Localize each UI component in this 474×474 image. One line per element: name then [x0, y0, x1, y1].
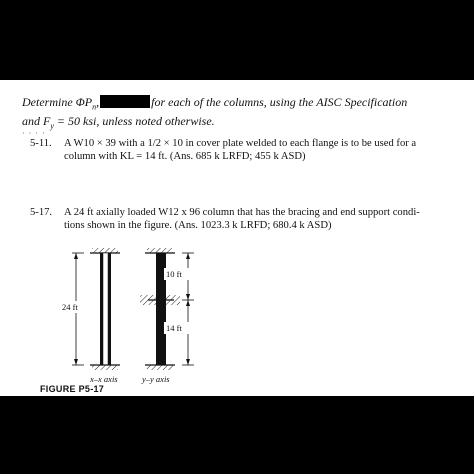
fy-symbol: and F	[22, 114, 51, 129]
comma: ,	[96, 95, 100, 109]
xx-axis-column	[60, 248, 120, 384]
problem-number: 5-11.	[30, 138, 52, 149]
phi-symbol: Φ	[75, 95, 85, 109]
dim-24-label: 24 ft	[62, 302, 78, 312]
brace-hatch-left	[140, 295, 156, 305]
yy-axis-label: y–y axis	[142, 374, 170, 384]
bottom-support-hatch	[92, 365, 118, 370]
column-flange	[108, 253, 111, 365]
problem-line-2: column with KL = 14 ft. (Ans. 685 k LRFD; 455 k ASD)	[64, 151, 306, 162]
problem-number: 5-17.	[30, 207, 53, 218]
separator-dots: · · · ·	[22, 129, 46, 138]
xx-axis-label: x–x axis	[90, 374, 118, 384]
dim-10-label: 10 ft	[166, 269, 182, 279]
p-symbol: P	[84, 95, 93, 109]
brace-hatch-right	[166, 295, 180, 305]
problem-line-2: tions shown in the figure. (Ans. 1023.3 k LRFD; 680.4 k ASD)	[64, 220, 332, 231]
fy-value: = 50 ksi, unless noted otherwise.	[53, 114, 215, 129]
top-support-hatch	[147, 248, 173, 253]
top-support-hatch	[92, 248, 118, 253]
intro-text: Determine	[22, 95, 76, 109]
bottom-support-hatch	[147, 365, 173, 370]
problem-line-1: A W10 × 39 with a 1/2 × 10 in cover plate welded to each flange is to be used for a	[64, 138, 417, 149]
column-flange	[100, 253, 103, 365]
figure-p5-17	[0, 80, 474, 396]
n-subscript: n	[92, 102, 97, 112]
figure-caption: FIGURE P5-17	[40, 384, 105, 394]
y-subscript: y	[50, 121, 54, 131]
yy-axis-column	[140, 248, 194, 384]
dim-14-label: 14 ft	[166, 323, 182, 333]
intro-text-cont: for each of the columns, using the AISC Specification	[151, 95, 408, 109]
textbook-page	[0, 80, 474, 396]
problem-line-1: A 24 ft axially loaded W12 x 96 column that has the bracing and end support condi-	[64, 207, 420, 218]
